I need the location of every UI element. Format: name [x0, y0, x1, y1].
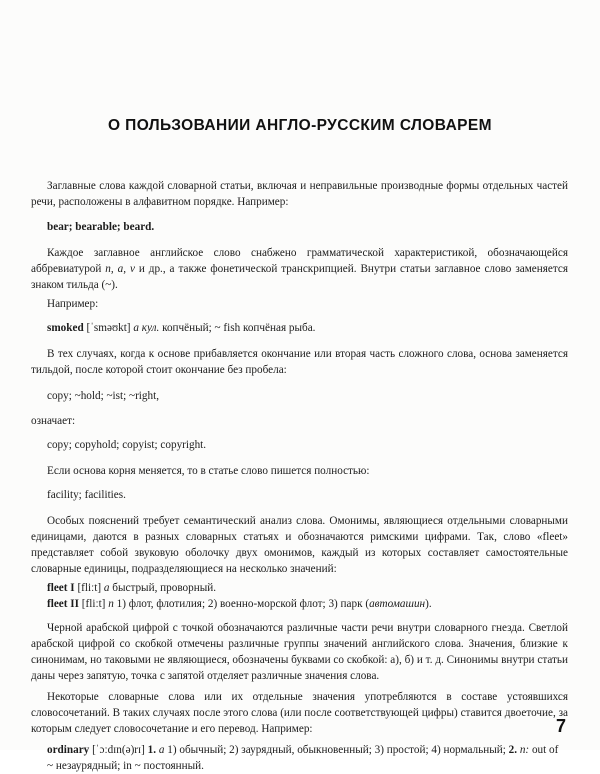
paragraph-grammar [31, 245, 568, 293]
example-ordinary [47, 742, 567, 774]
ex2-word: smoked [47, 322, 84, 334]
ex6-label-2: n [108, 598, 114, 610]
example-bear: bear; bearable; beard. [47, 221, 155, 233]
p2-abbreviations: n, a, v [105, 263, 135, 275]
paragraph-headwords: Заглавные слова каждой словарной статьи, включая и неправильные производные формы отдельных частей речи, расположены в алфавитном порядке. Например: [31, 180, 568, 208]
paragraph-tilde: В тех случаях, когда к основе прибавляется окончание или вторая часть сложного слова, основа заменяется тильдой, после которой стоит окончание без пробела: [31, 348, 568, 376]
paragraph-homonyms: Особых пояснений требует семантический анализ слова. Омонимы, являющиеся отдельными словарными единицами, даются в разных словарных статьях и обозначаются римскими цифрами. Так, слово «fleet» представляет собой звуковую оболочку двух омонимов, каждый из которых составляет самостоятельные словарные единицы, подразделяющиеся на несколько значений: [31, 515, 568, 575]
p2-text-a: Каждое заглавное английское слово снабжено грамматической характеристикой, обозначающейся аббревиатурой [31, 247, 568, 275]
paragraph-for-example: Например: [47, 298, 99, 310]
ex7-num1: 1. [147, 744, 157, 756]
ex7-label1: а [156, 744, 165, 756]
ex2-transcription: [ˈsməʊkt] [83, 322, 134, 334]
example-smoked [47, 320, 567, 336]
ex7-rest2: out of ~ незаурядный; in ~ постоянный. [47, 744, 559, 772]
paragraph-means: означает: [31, 415, 76, 427]
ex7-num2: 2. [508, 744, 518, 756]
ex2-rest: копчёный; ~ fish копчёная рыба. [159, 322, 316, 334]
paragraph-stem-change: Если основа корня меняется, то в статье слово пишется полностью: [47, 465, 370, 477]
paragraph-phrases: Некоторые словарные слова или их отдельные значения употребляются в составе устоявшихся словосочетаний. В таких случаях после этого слова (или после соответствующей цифры) ставится двоеточие, за которым следует словосочетание и его перевод. Например: [31, 691, 568, 735]
ex2-label: а кул. [133, 322, 160, 334]
example-facility: facility; facilities. [47, 489, 126, 501]
ex6-label-1: а [103, 582, 110, 594]
ex7-word: ordinary [47, 744, 90, 756]
example-copy-full: copy; copyhold; copyist; copyright. [47, 439, 207, 451]
ex6-word-1: fleet I [47, 582, 75, 594]
example-copy-tilde: copy; ~hold; ~ist; ~right, [47, 390, 160, 402]
ex7-rest1: 1) обычный; 2) заурядный, обыкновенный; 3) простой; 4) нормальный; [164, 744, 506, 756]
example-fleet-ii [47, 596, 567, 612]
ex6-word-2: fleet II [47, 598, 79, 610]
example-fleet-i [47, 580, 567, 596]
ex6-transcription-2: [fliːt] [79, 598, 109, 610]
ex6-transcription-1: [fliːt] [74, 582, 104, 594]
ex6-end: ). [425, 598, 432, 610]
paragraph-numbering: Черной арабской цифрой с точкой обозначаются различные части речи внутри словарного гнезда. Светлой арабской цифрой со скобкой отмечены различные группы значений английского слова. Значения, близкие к синонимам, но таковыми не являющиеся, обозначены буквами со скобкой: а), б) и т. д. Синонимы внутри статьи даны через запятую, точка с запятой отделяет различные значения слова. [31, 622, 568, 682]
ex6-note: автомашин [369, 598, 426, 610]
page-title: О ПОЛЬЗОВАНИИ АНГЛО-РУССКИМ СЛОВАРЕМ [108, 117, 492, 134]
ex6-rest-1: быстрый, проворный. [109, 582, 217, 594]
p2-text-b: и др., а также фонетической транскрипцией. Внутри статьи заглавное слово заменяется знаком тильда (~). [31, 263, 568, 291]
ex7-label2: n: [517, 744, 530, 756]
ex6-rest-2: 1) флот, флотилия; 2) военно-морской флот; 3) парк ( [113, 598, 370, 610]
page-number: 7 [555, 716, 566, 736]
ex7-transcription: [ˈɔːdɪn(ə)rɪ] [89, 744, 148, 756]
